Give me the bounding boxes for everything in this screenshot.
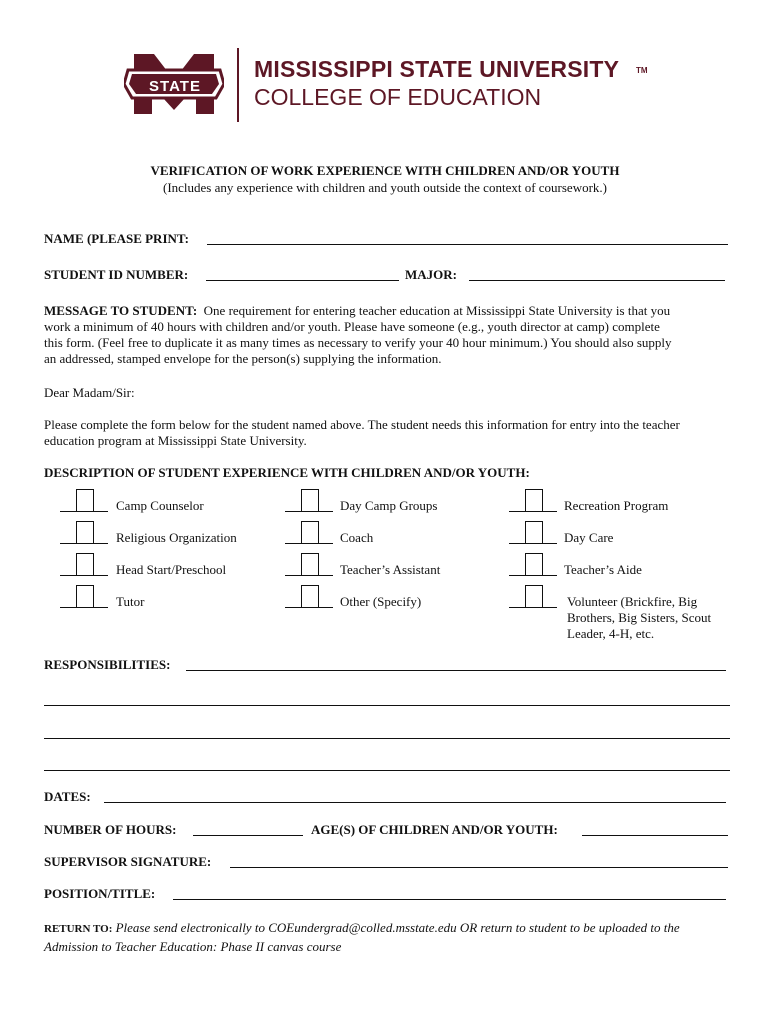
dates-label: DATES: xyxy=(44,789,91,804)
message-line-1: One requirement for entering teacher education at Mississippi State University is that you xyxy=(203,303,671,318)
instructions-line-2: education program at Mississippi State University. xyxy=(44,433,307,448)
form-title: VERIFICATION OF WORK EXPERIENCE WITH CHILDREN AND/OR YOUTH xyxy=(150,163,620,178)
option-label: Head Start/Preschool xyxy=(116,562,227,577)
message-line-2: work a minimum of 40 hours with children and/or youth. Please have someone (e.g., youth director at camp) complete xyxy=(44,319,660,334)
responsibilities-label: RESPONSIBILITIES: xyxy=(44,657,171,672)
instructions-line-1: Please complete the form below for the student named above. The student needs this information for entry into the teacher xyxy=(44,417,680,432)
checkbox[interactable] xyxy=(76,585,94,607)
option-label: Other (Specify) xyxy=(340,594,422,609)
message-to-student xyxy=(44,303,734,367)
checkbox[interactable] xyxy=(76,521,94,543)
hours-input-line[interactable] xyxy=(193,823,303,836)
checkbox-line xyxy=(60,543,108,544)
student-id-input-line[interactable] xyxy=(206,268,399,281)
ages-label: AGE(S) OF CHILDREN AND/OR YOUTH: xyxy=(311,822,558,837)
option-label: Day Camp Groups xyxy=(340,498,438,513)
responsibilities-input-line[interactable] xyxy=(186,658,726,671)
message-line-3: this form. (Feel free to duplicate it as many times as necessary to verify your 40 hour minimum.) You should also supply xyxy=(44,335,672,350)
description-heading: DESCRIPTION OF STUDENT EXPERIENCE WITH CHILDREN AND/OR YOUTH: xyxy=(44,465,530,480)
checkbox-line xyxy=(509,543,557,544)
position-label: POSITION/TITLE: xyxy=(44,886,156,901)
logo-college-name: COLLEGE OF EDUCATION xyxy=(254,84,542,110)
signature-label: SUPERVISOR SIGNATURE: xyxy=(44,854,212,869)
checkbox-line xyxy=(60,607,108,608)
checkbox-line xyxy=(285,575,333,576)
checkbox[interactable] xyxy=(525,585,543,607)
checkbox[interactable] xyxy=(525,553,543,575)
checkbox[interactable] xyxy=(301,553,319,575)
hours-label: NUMBER OF HOURS: xyxy=(44,822,177,837)
checkbox-line xyxy=(509,607,557,608)
return-line-1: Please send electronically to COEundergrad@colled.msstate.edu OR return to student to be uploaded to the xyxy=(115,920,680,935)
checkbox-line xyxy=(285,607,333,608)
return-label: RETURN TO: xyxy=(44,923,113,935)
checkbox[interactable] xyxy=(525,521,543,543)
checkbox-line xyxy=(60,511,108,512)
option-label: Teacher’s Aide xyxy=(564,562,642,577)
checkbox[interactable] xyxy=(301,489,319,511)
major-label: MAJOR: xyxy=(405,267,457,282)
checkbox-line xyxy=(285,543,333,544)
option-label: Camp Counselor xyxy=(116,498,204,513)
logo-tm: TM xyxy=(636,66,648,75)
checkbox[interactable] xyxy=(301,521,319,543)
logo-shield-text: STATE xyxy=(149,78,201,95)
checkbox-line xyxy=(509,575,557,576)
message-label: MESSAGE TO STUDENT: xyxy=(44,303,198,318)
ages-input-line[interactable] xyxy=(582,823,728,836)
student-id-label: STUDENT ID NUMBER: xyxy=(44,267,189,282)
instructions xyxy=(44,417,734,449)
checkbox-line xyxy=(285,511,333,512)
checkbox[interactable] xyxy=(525,489,543,511)
responsibilities-line-3[interactable] xyxy=(44,738,730,739)
option-label-line-2: Brothers, Big Sisters, Scout xyxy=(567,610,712,625)
form-subtitle: (Includes any experience with children and youth outside the context of coursework.) xyxy=(162,180,608,195)
name-label: NAME (PLEASE PRINT: xyxy=(44,231,189,246)
message-line-4: an addressed, stamped envelope for the person(s) supplying the information. xyxy=(44,351,442,366)
responsibilities-line-2[interactable] xyxy=(44,705,730,706)
option-label: Day Care xyxy=(564,530,614,545)
msu-logo xyxy=(124,48,654,126)
responsibilities-line-4[interactable] xyxy=(44,770,730,771)
option-label: Teacher’s Assistant xyxy=(340,562,441,577)
option-label: Religious Organization xyxy=(116,530,237,545)
return-to xyxy=(44,919,744,955)
name-input-line[interactable] xyxy=(207,232,728,245)
option-label-line-1: Volunteer (Brickfire, Big xyxy=(567,594,698,609)
checkbox-line xyxy=(509,511,557,512)
signature-input-line[interactable] xyxy=(230,855,728,868)
return-line-2: Admission to Teacher Education: Phase II canvas course xyxy=(44,939,342,954)
salutation: Dear Madam/Sir: xyxy=(44,385,135,400)
option-label-line-3: Leader, 4-H, etc. xyxy=(567,626,655,641)
position-input-line[interactable] xyxy=(173,887,726,900)
logo-divider xyxy=(237,48,239,122)
logo-university-name: MISSISSIPPI STATE UNIVERSITY xyxy=(254,56,620,82)
checkbox-line xyxy=(60,575,108,576)
major-input-line[interactable] xyxy=(469,268,725,281)
option-label: Coach xyxy=(340,530,374,545)
option-label: Recreation Program xyxy=(564,498,669,513)
checkbox[interactable] xyxy=(76,489,94,511)
checkbox[interactable] xyxy=(301,585,319,607)
option-label: Tutor xyxy=(116,594,145,609)
dates-input-line[interactable] xyxy=(104,790,726,803)
checkbox[interactable] xyxy=(76,553,94,575)
